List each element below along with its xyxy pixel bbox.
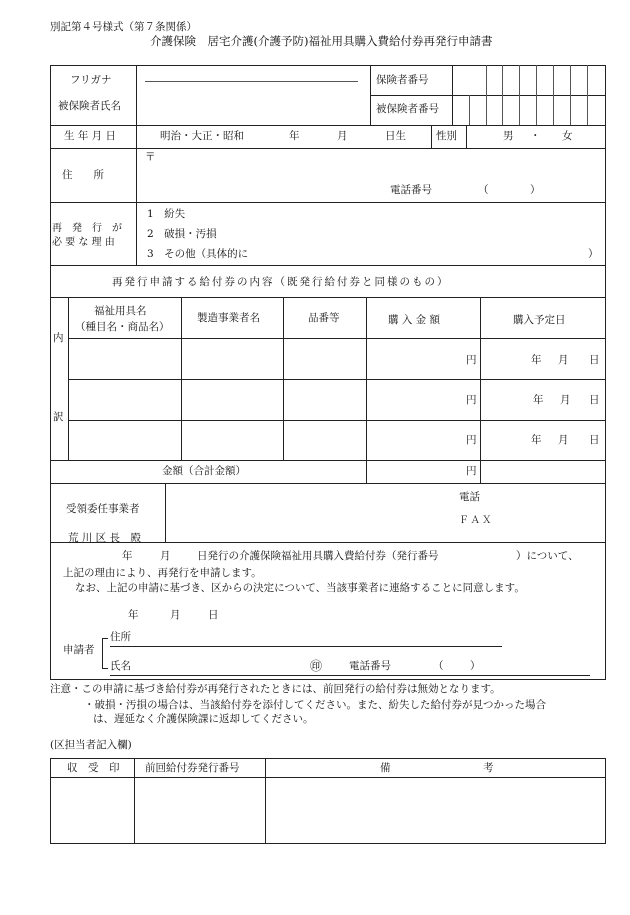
phone-paren-open: （ [478, 184, 489, 196]
apply-date-year: 年 [128, 609, 139, 621]
insured-number-label: 被保険者番号 [376, 103, 439, 115]
phone-label: 電話番号 [390, 184, 432, 196]
decl-line3: なお、上記の申請に基づき、区からの決定について、当該事業者に連絡することに同意します。 [75, 582, 525, 594]
row1-model-input[interactable] [285, 340, 364, 377]
gender-label: 性別 [436, 130, 457, 142]
row3-month: 月 [558, 434, 569, 446]
era-options[interactable]: 明治・大正・昭和 [160, 130, 244, 142]
decl-year: 年 [122, 550, 133, 562]
furigana-input[interactable] [145, 67, 355, 79]
reason-damaged[interactable]: 2 破損・汚損 [147, 228, 217, 240]
decl-line1-end: ）について、 [516, 550, 579, 562]
note-line3: は、遅延なく介護保険課に返却してください。 [93, 713, 314, 725]
insured-name-label: 被保険者氏名 [58, 100, 121, 112]
note-line2: ・破損・汚損の場合は、当該給付券を添付してください。また、紛失した給付券が見つかった場合 [84, 699, 546, 711]
row2-maker-input[interactable] [183, 381, 281, 418]
row2-model-input[interactable] [285, 381, 364, 418]
provider-name-input[interactable] [170, 488, 450, 538]
contents-side-label-bottom: 訳 [53, 411, 64, 423]
row3-day: 日 [589, 434, 600, 446]
col-prev-number-label: 前回給付券発行番号 [145, 762, 240, 774]
row2-month: 月 [560, 394, 571, 406]
dob-suffix: 日生 [385, 130, 406, 142]
col-item-label-1: 福祉用具名 [94, 305, 147, 317]
row3-model-input[interactable] [285, 422, 364, 458]
decl-line1: 日発行の介護保険福祉用具購入費給付券（発行番号 [197, 550, 439, 562]
total-amount-input[interactable] [368, 462, 463, 481]
applicant-address-input[interactable] [140, 632, 500, 645]
note-line1: 注意・この申請に基づき給付券が再発行されたときには、前回発行の給付券は無効となります。 [50, 683, 501, 695]
reason-close-paren: ） [588, 248, 599, 260]
contents-side-label-top: 内 [53, 332, 64, 344]
main-table [50, 65, 606, 543]
row1-item-input[interactable] [70, 340, 179, 377]
gender-female[interactable]: 女 [562, 130, 573, 142]
reason-label-1: 再 発 行 が [52, 223, 122, 234]
row3-item-input[interactable] [70, 422, 179, 458]
applicant-name-input[interactable] [140, 660, 305, 674]
office-title: (区担当者記入欄) [50, 739, 132, 751]
provider-phone-label: 電話 [459, 491, 480, 503]
col-amount-label: 購 入 金 額 [388, 314, 441, 326]
gender-male[interactable]: 男 [503, 130, 514, 142]
phone-paren-close: ） [530, 184, 541, 196]
provider-label: 受領委任事業者 [66, 503, 140, 515]
applicant-address-label: 住所 [110, 631, 131, 643]
insured-name-input[interactable] [145, 98, 365, 120]
dob-month: 月 [337, 130, 348, 142]
address-label: 住 所 [62, 169, 104, 181]
seal-mark: ㊞ [310, 659, 323, 673]
col-remarks-label-1: 備 [380, 762, 391, 774]
insurer-number-label: 保険者番号 [376, 74, 429, 86]
total-label: 金額（合計金額） [162, 465, 246, 477]
col-remarks-label-2: 考 [483, 762, 494, 774]
reason-lost[interactable]: 1 紛失 [147, 208, 186, 220]
applicant-phone-label: 電話番号 [349, 660, 391, 672]
furigana-label: フリガナ [70, 74, 112, 86]
row1-month: 月 [558, 354, 569, 366]
provider-fax-label: ＦＡＸ [459, 515, 494, 526]
applicant-phone-close: ） [470, 660, 481, 672]
col-received-label: 収 受 印 [67, 762, 120, 774]
row3-year: 年 [531, 434, 542, 446]
row1-day: 日 [589, 354, 600, 366]
applicant-label: 申請者 [63, 644, 95, 656]
remarks-input[interactable] [267, 779, 604, 842]
col-item-label-2: （種目名・商品名） [75, 321, 170, 333]
row1-maker-input[interactable] [183, 340, 281, 377]
dob-label: 生 年 月 日 [64, 130, 117, 142]
row3-yen: 円 [466, 434, 477, 446]
postal-mark: 〒 [145, 151, 156, 163]
address-input[interactable] [145, 166, 585, 180]
row1-yen: 円 [466, 354, 477, 366]
col-maker-label: 製造事業者名 [197, 312, 260, 324]
col-date-label: 購入予定日 [513, 314, 566, 326]
contents-title: 再発行申請する給付券の内容（既発行給付券と同様のもの） [112, 276, 450, 288]
row3-maker-input[interactable] [183, 422, 281, 458]
decl-month: 月 [160, 550, 171, 562]
total-yen: 円 [466, 465, 477, 477]
decl-line2: 上記の理由により、再発行を申請します。 [63, 567, 262, 579]
apply-date-month: 月 [170, 609, 181, 621]
gender-separator: ・ [530, 130, 541, 142]
row3-amount-input[interactable] [368, 422, 463, 458]
row2-year: 年 [533, 394, 544, 406]
prev-number-input[interactable] [136, 779, 263, 842]
row1-amount-input[interactable] [368, 340, 463, 377]
row2-item-input[interactable] [70, 381, 179, 418]
addressee: 荒 川 区 長 殿 [68, 532, 142, 544]
received-stamp-area[interactable] [52, 779, 132, 842]
dob-year: 年 [289, 130, 300, 142]
row1-year: 年 [531, 354, 542, 366]
form-number: 別記第４号様式（第７条関係） [50, 21, 197, 33]
reason-label-2: 必 要 な 理 由 [52, 237, 115, 248]
row2-amount-input[interactable] [368, 381, 463, 418]
row2-day: 日 [589, 394, 600, 406]
col-model-label: 品番等 [308, 312, 340, 324]
form-title: 介護保険 居宅介護(介護予防)福祉用具購入費給付券再発行申請書 [150, 34, 493, 48]
applicant-phone-open: （ [433, 660, 444, 672]
applicant-name-label: 氏名 [110, 660, 131, 672]
reason-other[interactable]: 3 その他（具体的に [147, 248, 249, 260]
row2-yen: 円 [466, 394, 477, 406]
apply-date-day: 日 [208, 609, 219, 621]
